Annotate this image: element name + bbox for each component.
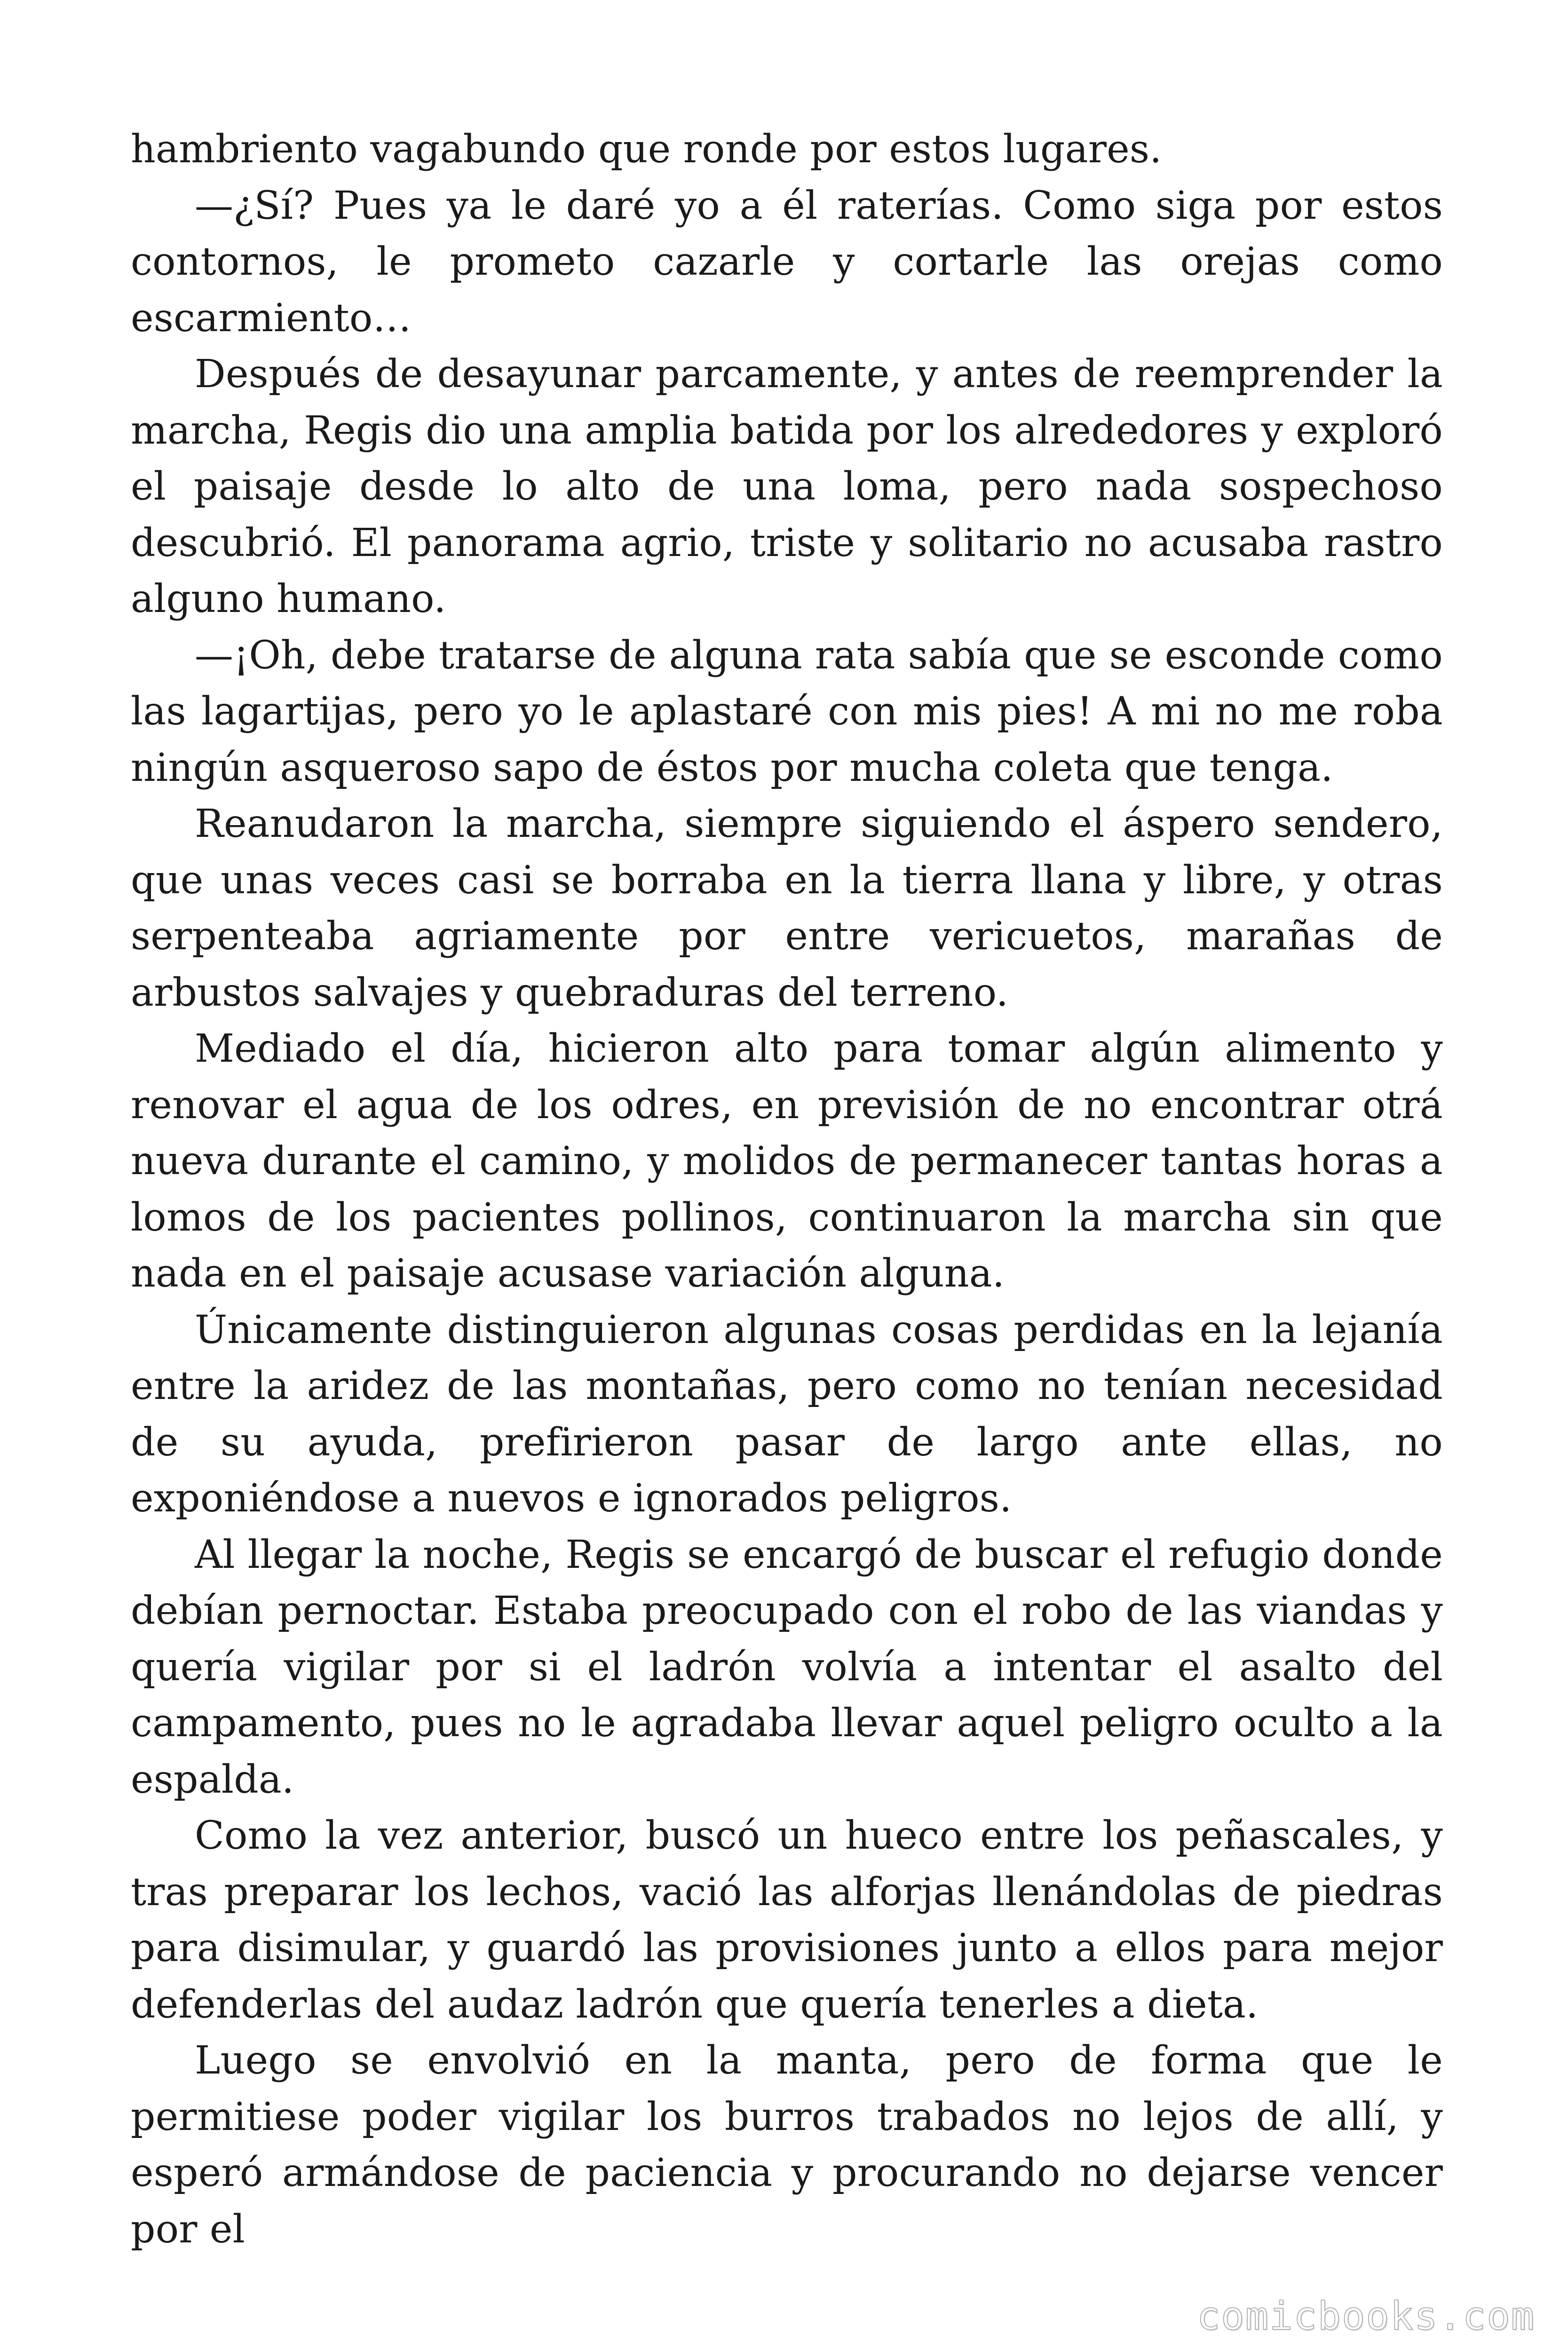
paragraph-6: Mediado el día, hicieron alto para tomar algún alimento y renovar el agua de los odres, en previsión de no encontrar otrá nueva durante el camino, y molidos de permanecer tantas horas a lomos de los pacientes pollinos, continuaron la marcha sin que nada en el paisaje acusase variación alguna. (131, 1026, 1443, 1296)
paragraph-2: —¿Sí? Pues ya le daré yo a él raterías. Como siga por estos contornos, le prometo cazarle y cortarle las orejas como escarmiento… (131, 183, 1443, 341)
paragraph-5: Reanudaron la marcha, siempre siguiendo el áspero sendero, que unas veces casi se borraba en la tierra llana y libre, y otras serpenteaba agriamente por entre vericuetos, marañas de arbustos salvajes y quebraduras del terreno. (131, 802, 1443, 1015)
paragraph-1: hambriento vagabundo que ronde por estos lugares. (131, 127, 1162, 172)
body-text (131, 121, 1443, 2257)
paragraph-10: Luego se envolvió en la manta, pero de forma que le permitiese poder vigilar los burros trabados no lejos de allí, y esperó armándose de paciencia y procurando no dejarse vencer por el (131, 2038, 1443, 2252)
paragraph-8: Al llegar la noche, Regis se encargó de buscar el refugio donde debían pernoctar. Estaba preocupado con el robo de las viandas y quería vigilar por si el ladrón volvía a intentar el asalto del campamento, pues no le agradaba llevar aquel peligro oculto a la espalda. (131, 1532, 1443, 1802)
paragraph-9: Como la vez anterior, buscó un hueco entre los peñascales, y tras preparar los lechos, vació las alforjas llenándolas de piedras para disimular, y guardó las provisiones junto a ellos para mejor defenderlas del audaz ladrón que quería tenerles a dieta. (131, 1813, 1443, 2027)
watermark: comicbooks.com (1196, 2294, 1535, 2339)
paragraph-3: Después de desayunar parcamente, y antes de reemprender la marcha, Regis dio una amplia batida por los alrededores y exploró el paisaje desde lo alto de una loma, pero nada sospechoso descubrió. El panorama agrio, triste y solitario no acusaba rastro alguno humano. (131, 352, 1443, 621)
paragraph-4: —¡Oh, debe tratarse de alguna rata sabía que se esconde como las lagartijas, pero yo le aplastaré con mis pies! A mi no me roba ningún asqueroso sapo de éstos por mucha coleta que tenga. (131, 633, 1443, 790)
paragraph-7: Únicamente distinguieron algunas cosas perdidas en la lejanía entre la aridez de las montañas, pero como no tenían necesidad de su ayuda, prefirieron pasar de largo ante ellas, no exponiéndose a nuevos e ignorados peligros. (131, 1307, 1443, 1521)
